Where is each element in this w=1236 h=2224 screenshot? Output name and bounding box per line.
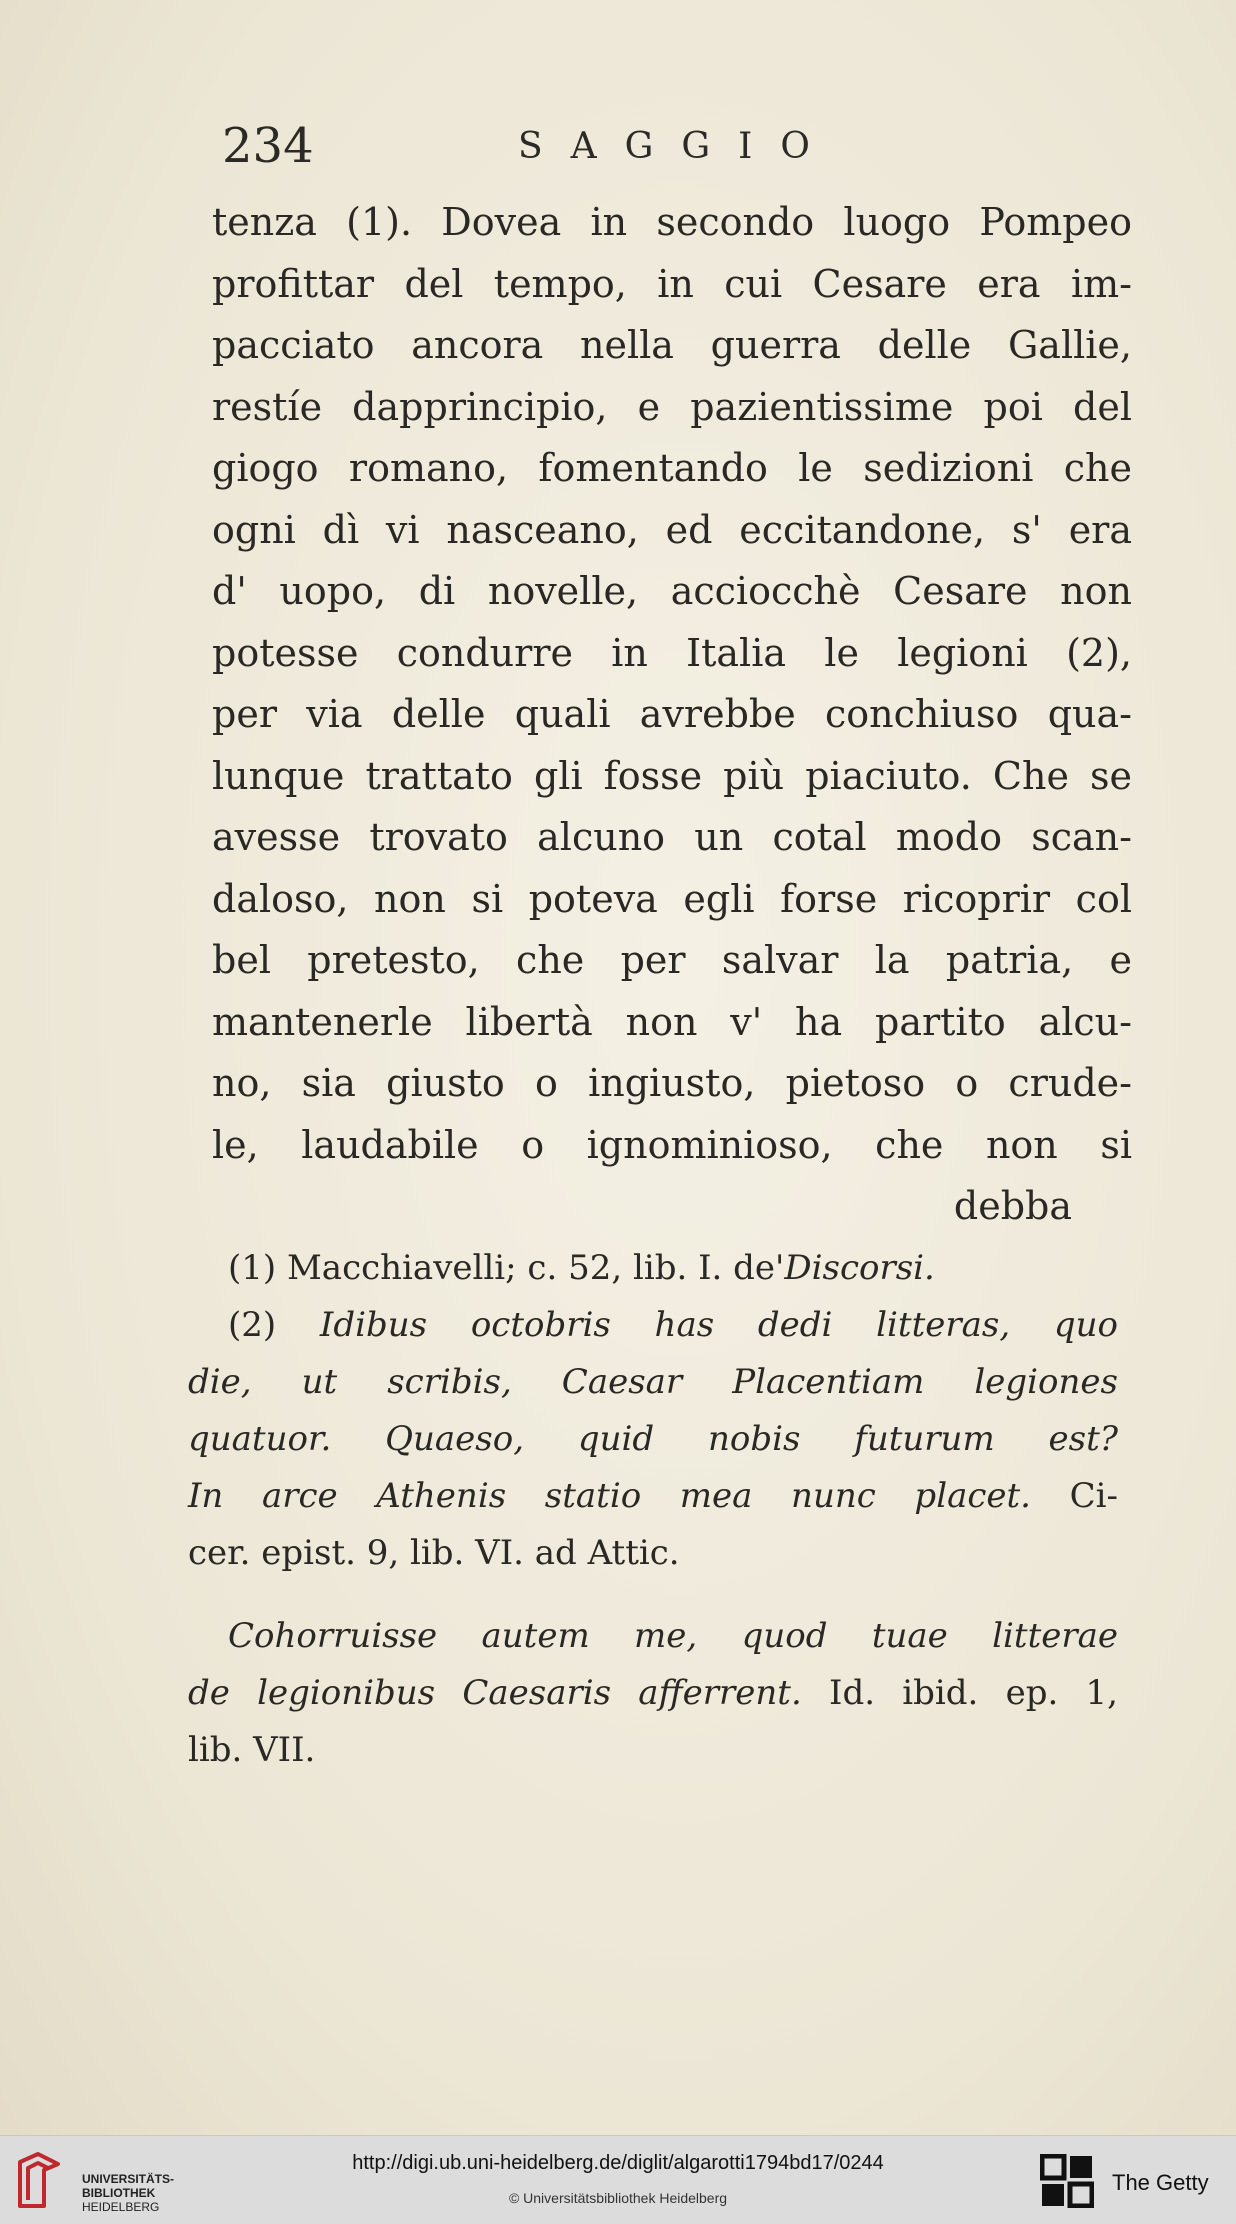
page-number: 234	[222, 118, 314, 174]
text-line: profittar del tempo, in cui Cesare era im-	[212, 261, 1132, 306]
footnote-2-line: Cohorruisse autem me, quod tuae litterae	[228, 1616, 1118, 1656]
text-line: avesse trovato alcuno un cotal modo scan-	[212, 815, 1132, 859]
text-line: mantenerle libertà non v' ha partito alcu-	[212, 999, 1132, 1044]
footnote-italic: In arce Athenis statio mea nunc placet.	[188, 1476, 1031, 1516]
footnotes	[188, 1240, 1118, 1779]
text-line: d' uopo, di novelle, acciocchè Cesare non	[212, 569, 1132, 613]
text-line: giogo romano, fomentando le sedizioni che	[212, 446, 1132, 490]
library-name-line: UNIVERSITÄTS-	[82, 2172, 175, 2186]
footnote-2-line	[188, 1297, 1118, 1354]
footnote-2-line: die, ut scribis, Caesar Placentiam legiones	[188, 1362, 1118, 1402]
footnote-marker: (1)	[228, 1248, 277, 1288]
copyright-notice: © Universitätsbibliothek Heidelberg	[508, 2190, 728, 2206]
getty-name: The Getty	[1112, 2170, 1209, 2195]
footnote-italic: Discorsi.	[784, 1248, 935, 1288]
footnote-gap	[188, 1582, 1118, 1608]
text-line: le, laudabile o ignominioso, che non si	[212, 1122, 1132, 1167]
permalink[interactable]: http://digi.ub.uni-heidelberg.de/diglit/algarotti1794bd17/0244	[352, 2152, 884, 2174]
library-name-line: BIBLIOTHEK	[82, 2186, 156, 2200]
page-header	[222, 118, 1122, 188]
footnote-2-line: quatuor. Quaeso, quid nobis futurum est?	[188, 1419, 1118, 1459]
library-name-line: HEIDELBERG	[82, 2200, 160, 2214]
footnote-italic: de legionibus Caesaris afferrent.	[188, 1673, 802, 1713]
viewer-footer	[0, 2135, 1236, 2224]
catchword: debba	[953, 1184, 1072, 1228]
text-line: restíe dapprincipio, e pazientissime poi del	[212, 384, 1132, 429]
text-line: lunque trattato gli fosse più piaciuto. Che se	[212, 753, 1132, 798]
running-title: SAGGIO	[518, 126, 838, 167]
text-line: per via delle quali avrebbe conchiuso qua-	[212, 692, 1132, 736]
text-line: pacciato ancora nella guerra delle Gallie,	[212, 323, 1132, 367]
text-line: no, sia giusto o ingiusto, pietoso o crude-	[212, 1061, 1132, 1105]
footnote-text: Id. ibid. ep. 1,	[829, 1673, 1118, 1713]
footnote-1	[188, 1240, 1118, 1297]
footnote-2-line	[188, 1665, 1118, 1722]
footnote-marker: (2)	[228, 1305, 277, 1345]
main-text	[212, 192, 1132, 1238]
footnote-2-line: lib. VII.	[188, 1730, 316, 1770]
footnote-2-line	[188, 1468, 1118, 1525]
footnote-text: Idibus octobris has dedi litteras, quo	[319, 1305, 1119, 1345]
footnote-2-line: cer. epist. 9, lib. VI. ad Attic.	[188, 1533, 680, 1573]
text-line: daloso, non si poteva egli forse ricoprir col	[212, 876, 1132, 921]
footnote-text: Ci-	[1069, 1476, 1119, 1516]
text-line: potesse condurre in Italia le legioni (2),	[212, 630, 1132, 675]
footnote-text: Macchiavelli; c. 52, lib. I. de'	[286, 1248, 785, 1288]
text-line: bel pretesto, che per salvar la patria, e	[212, 938, 1132, 982]
text-line: ogni dì vi nasceano, ed eccitandone, s' era	[212, 507, 1132, 552]
getty-logo-icon[interactable]	[1040, 2154, 1094, 2208]
text-line: tenza (1). Dovea in secondo luogo Pompeo	[212, 200, 1132, 244]
